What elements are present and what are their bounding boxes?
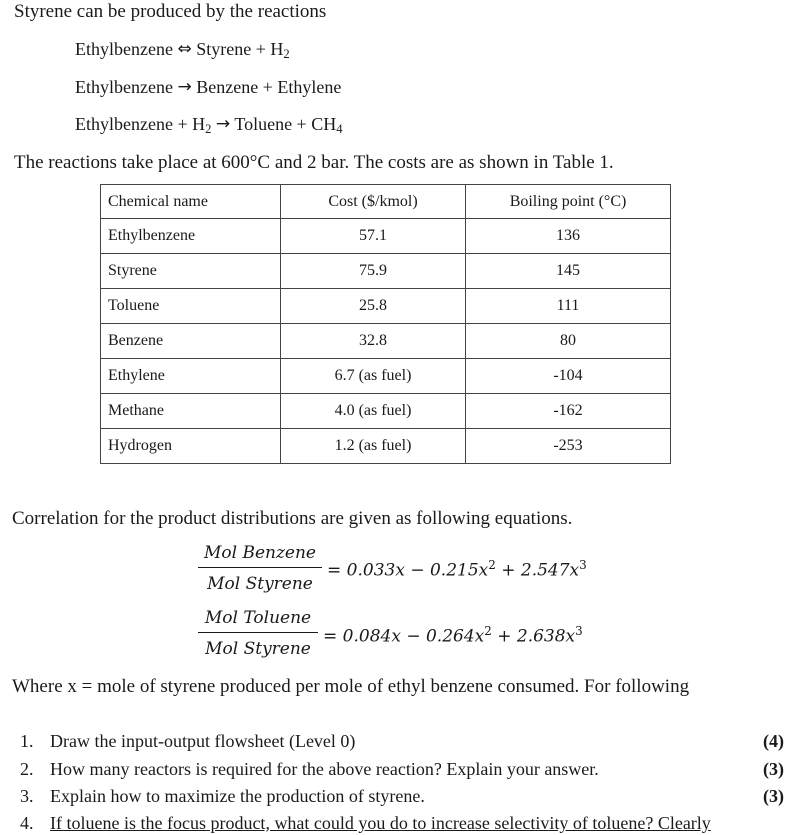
table-cell: 4.0 (as fuel): [281, 394, 466, 429]
table-cell: -253: [466, 429, 671, 464]
table-cell: 32.8: [281, 324, 466, 359]
reaction-2-lhs: Ethylbenzene: [75, 77, 173, 97]
question-2: [20, 759, 599, 780]
table-cell: 75.9: [281, 254, 466, 289]
equation-2-numerator: Mol Toluene: [204, 608, 312, 628]
question-text: How many reactors is required for the above reaction? Explain your answer.: [50, 759, 599, 779]
exponent: 3: [575, 624, 583, 638]
exponent: 2: [488, 558, 496, 572]
table-cell: -104: [466, 359, 671, 394]
equals-sign: =: [327, 560, 342, 581]
intro-text: Styrene can be produced by the reactions: [14, 1, 327, 22]
term: 0.215x: [429, 560, 489, 581]
table-header: Boiling point (°C): [466, 185, 671, 219]
table-cell: Ethylbenzene: [101, 219, 281, 254]
question-number: 1.: [20, 731, 34, 751]
reaction-3-lhs-subscript: 2: [205, 122, 212, 137]
question-4: [20, 813, 711, 834]
operator: +: [495, 560, 521, 581]
equation-1-fraction: [198, 543, 322, 594]
table-row: [101, 219, 671, 254]
table-cell: 80: [466, 324, 671, 359]
reaction-1-rhs-subscript: 2: [283, 47, 290, 62]
question-text: Explain how to maximize the production of styrene.: [50, 786, 425, 806]
table-cell: 6.7 (as fuel): [281, 359, 466, 394]
term: 0.264x: [425, 626, 485, 647]
reaction-1-lhs: Ethylbenzene: [75, 39, 173, 59]
question-1-mark: (4): [763, 731, 784, 751]
table-cell: Hydrogen: [101, 429, 281, 464]
table-row: [101, 254, 671, 289]
reaction-3: [75, 114, 343, 135]
equals-sign: =: [323, 626, 338, 647]
term: 0.084x: [342, 626, 401, 647]
reaction-2-rhs: Benzene + Ethylene: [196, 77, 342, 97]
exponent: 2: [484, 624, 492, 638]
operator: −: [400, 626, 426, 647]
operator: +: [491, 626, 517, 647]
table-cell: Benzene: [101, 324, 281, 359]
question-text: Draw the input-output flowsheet (Level 0): [50, 731, 356, 751]
equation-2-denominator: Mol Styrene: [205, 639, 311, 659]
table-cell: Toluene: [101, 289, 281, 324]
table-cell: Ethylene: [101, 359, 281, 394]
table-row: [101, 394, 671, 429]
question-2-mark: (3): [763, 759, 784, 779]
reaction-3-rhs-subscript: 4: [336, 122, 343, 137]
table-header: Cost ($/kmol): [281, 185, 466, 219]
reaction-1: [75, 39, 290, 60]
table-cell: -162: [466, 394, 671, 429]
table-cell: 25.8: [281, 289, 466, 324]
table-header: Chemical name: [101, 185, 281, 219]
term: 0.033x: [346, 560, 405, 581]
table-cell: 111: [466, 289, 671, 324]
reaction-3-rhs: Toluene + CH: [234, 114, 337, 134]
equation-2-rhs: [323, 624, 583, 647]
table-cell: Methane: [101, 394, 281, 429]
reaction-2: [75, 77, 341, 98]
equilibrium-arrow-icon: ⇔: [177, 39, 192, 59]
table-cell: Styrene: [101, 254, 281, 289]
exponent: 3: [579, 558, 587, 572]
conditions-text: The reactions take place at 600°C and 2 bar. The costs are as shown in Table 1.: [14, 152, 614, 173]
equation-1-rhs: [327, 558, 587, 581]
table-row: [101, 324, 671, 359]
term: 2.547x: [520, 560, 580, 581]
question-number: 2.: [20, 759, 34, 779]
where-text: Where x = mole of styrene produced per mole of ethyl benzene consumed. For following: [12, 676, 690, 697]
term: 2.638x: [516, 626, 576, 647]
question-number: 4.: [20, 813, 34, 833]
question-3-mark: (3): [763, 786, 784, 806]
table-cell: 145: [466, 254, 671, 289]
equation-2-fraction: [198, 608, 318, 659]
table-cell: 57.1: [281, 219, 466, 254]
equation-1-numerator: Mol Benzene: [203, 543, 316, 563]
question-text: If toluene is the focus product, what could you do to increase selectivity of toluene? Clearly: [50, 813, 711, 833]
reaction-1-rhs: Styrene + H: [196, 39, 284, 59]
question-1: [20, 731, 355, 752]
question-number: 3.: [20, 786, 34, 806]
cost-table: [100, 184, 671, 464]
reaction-3-lhs: Ethylbenzene + H: [75, 114, 206, 134]
table-row: [101, 359, 671, 394]
table-cell: 1.2 (as fuel): [281, 429, 466, 464]
question-3: [20, 786, 425, 807]
right-arrow-icon: →: [177, 77, 192, 97]
table-cell: 136: [466, 219, 671, 254]
table-row: [101, 289, 671, 324]
correlation-intro: Correlation for the product distributions are given as following equations.: [12, 508, 573, 529]
right-arrow-icon: →: [215, 114, 231, 134]
table-header-row: [101, 185, 671, 219]
table-row: [101, 429, 671, 464]
operator: −: [404, 560, 430, 581]
equation-1-denominator: Mol Styrene: [207, 574, 313, 594]
